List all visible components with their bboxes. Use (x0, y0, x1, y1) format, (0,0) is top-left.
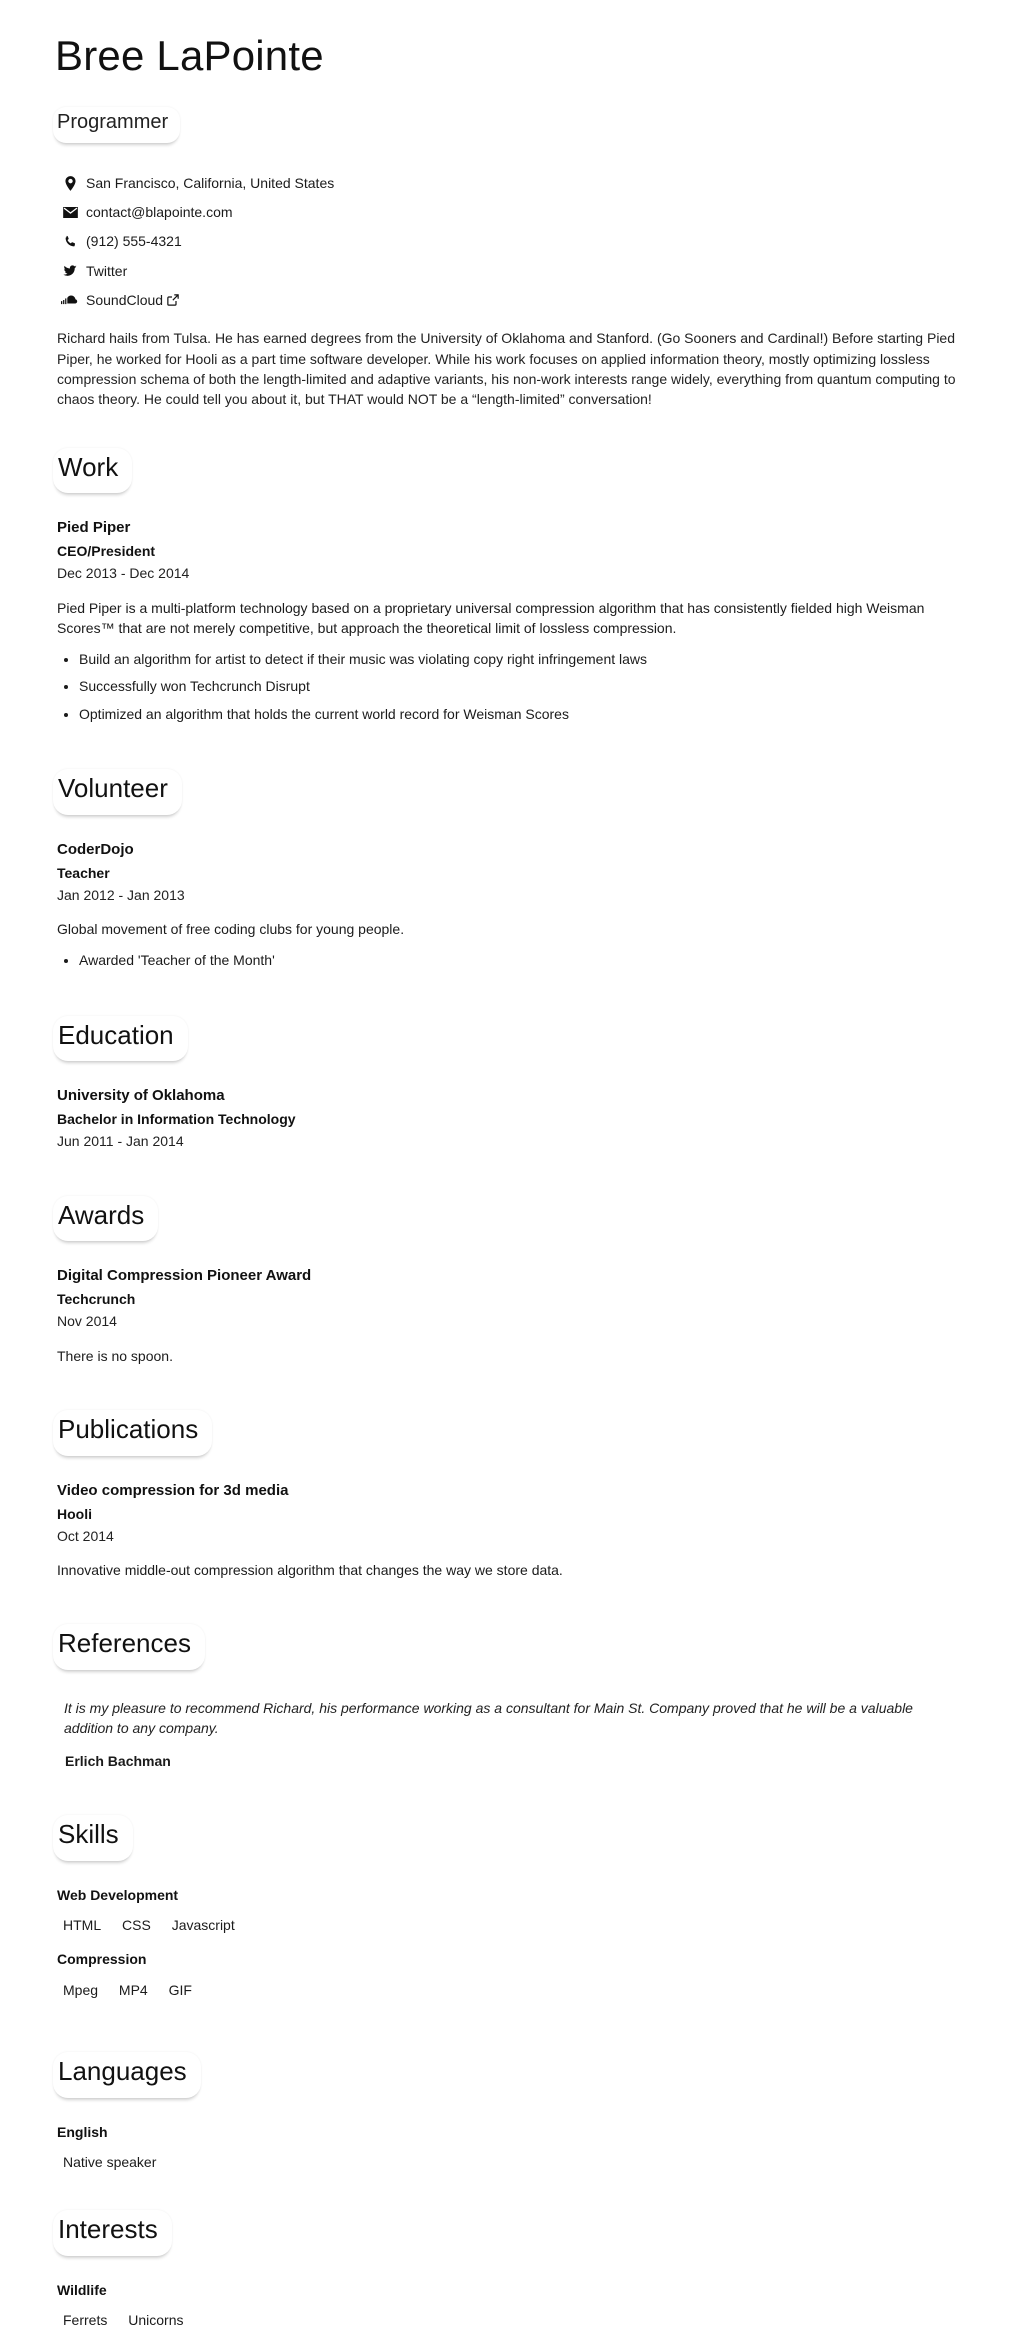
interest-keyword: Unicorns (128, 2312, 184, 2329)
publication-date: Oct 2014 (57, 1527, 114, 1544)
publication-title: Video compression for 3d media (57, 1481, 289, 1499)
award-title: Digital Compression Pioneer Award (57, 1267, 312, 1285)
skill-keyword: MP4 (118, 1981, 148, 1998)
section-education (57, 978, 967, 1152)
soundcloud-link[interactable]: SoundCloud (86, 292, 164, 309)
work-entry (57, 517, 967, 724)
section-publications (57, 1372, 967, 1580)
publication-summary: Innovative middle-out compression algorithm that changes the way we store data. (57, 1562, 563, 1579)
contact-soundcloud (61, 290, 967, 310)
skill-keyword: Javascript (171, 1916, 235, 1933)
contact-twitter (61, 261, 967, 281)
envelope-icon (61, 207, 79, 218)
work-heading: Work (53, 448, 132, 494)
education-heading: Education (53, 1016, 188, 1062)
skills-heading: Skills (53, 1815, 133, 1861)
volunteer-summary: Global movement of free coding clubs for young people. (57, 921, 405, 938)
award-entry (57, 1265, 967, 1366)
language-item (57, 2122, 967, 2173)
interest-keywords (63, 2310, 967, 2330)
publications-heading: Publications (53, 1410, 212, 1456)
contact-phone-text: (912) 555-4321 (86, 233, 182, 250)
contact-phone (61, 231, 967, 251)
external-link-icon (167, 294, 179, 306)
awards-heading: Awards (53, 1196, 158, 1242)
work-highlights (57, 649, 967, 724)
page-title: Bree LaPointe (55, 32, 324, 79)
education-dates: Jun 2011 - Jan 2014 (57, 1133, 184, 1150)
language-name: English (57, 2123, 108, 2140)
publication-publisher: Hooli (57, 1505, 92, 1522)
volunteer-entry (57, 839, 967, 971)
interests-heading: Interests (53, 2210, 172, 2256)
skill-group-name: Web Development (57, 1886, 179, 1903)
contact-email-text: contact@blapointe.com (86, 204, 233, 221)
interest-group (57, 2280, 967, 2330)
volunteer-organization: CoderDojo (57, 840, 134, 858)
resume-header (57, 26, 967, 410)
skill-keyword: GIF (168, 1981, 192, 1998)
award-awarder: Techcrunch (57, 1291, 136, 1308)
work-dates: Dec 2013 - Dec 2014 (57, 565, 190, 582)
twitter-link[interactable]: Twitter (86, 262, 128, 279)
work-highlight-item: • Build an algorithm for artist to detect if their music was violating copy right infringement laws (79, 649, 967, 669)
reference-entry (57, 1698, 967, 1771)
phone-icon (61, 235, 79, 248)
skill-keyword: Mpeg (63, 1981, 99, 1998)
skill-keyword: HTML (63, 1916, 102, 1933)
skill-keyword: CSS (122, 1916, 151, 1933)
work-highlight-item: • Optimized an algorithm that holds the current world record for Weisman Scores (79, 704, 967, 724)
volunteer-dates: Jan 2012 - Jan 2013 (57, 886, 185, 903)
education-institution: University of Oklahoma (57, 1087, 225, 1105)
interest-keyword: Ferrets (63, 2312, 108, 2329)
contact-location-text: San Francisco, California, United States (86, 174, 335, 191)
languages-heading: Languages (53, 2052, 201, 2098)
job-title-badge: Programmer (53, 107, 180, 143)
work-summary: Pied Piper is a multi-platform technology based on a proprietary universal compression algorithm that has consistently fielded high Weisman Scores™ that are not merely competitive, but approach the theoretical limit of lossless compression. (57, 599, 925, 636)
skill-keywords (63, 1980, 967, 2000)
section-skills (57, 1777, 967, 2000)
award-summary: There is no spoon. (57, 1347, 173, 1364)
education-entry (57, 1085, 967, 1151)
skill-group (57, 1949, 967, 2000)
volunteer-highlight-item: • Awarded 'Teacher of the Month' (79, 950, 967, 970)
section-references (57, 1586, 967, 1771)
soundcloud-icon (61, 295, 79, 306)
section-volunteer (57, 731, 967, 971)
language-fluency: Native speaker (63, 2153, 157, 2170)
education-degree: Bachelor in Information Technology (57, 1111, 296, 1128)
skill-group (57, 1885, 967, 1936)
volunteer-position: Teacher (57, 864, 110, 881)
award-date: Nov 2014 (57, 1313, 117, 1330)
twitter-icon (61, 265, 79, 277)
references-heading: References (53, 1624, 205, 1670)
work-company: Pied Piper (57, 519, 131, 537)
skill-group-name: Compression (57, 1951, 147, 1968)
reference-quote: It is my pleasure to recommend Richard, his performance working as a consultant for Main St. Company proved that he will be a valuable addition to any company. (64, 1700, 913, 1737)
section-interests (57, 2172, 967, 2330)
reference-name: Erlich Bachman (65, 1752, 171, 1769)
volunteer-heading: Volunteer (53, 769, 182, 815)
work-highlight-item: • Successfully won Techcrunch Disrupt (79, 676, 967, 696)
section-awards (57, 1158, 967, 1366)
interest-name: Wildlife (57, 2281, 107, 2298)
publication-entry (57, 1480, 967, 1581)
volunteer-highlights (57, 950, 967, 970)
location-pin-icon (61, 176, 79, 191)
section-work (57, 410, 967, 725)
contact-location (61, 173, 967, 193)
work-position: CEO/President (57, 543, 156, 559)
section-languages (57, 2014, 967, 2172)
contact-email (61, 202, 967, 222)
summary-text: Richard hails from Tulsa. He has earned degrees from the University of Oklahoma and Stanford. (Go Sooners and Cardinal!) Before starting Pied Piper, he worked for Hooli as a part time software developer. While his work focuses on applied information theory, mostly optimizing lossless compression schema of both the length-limited and adaptive variants, his non-work interests range widely, everything from quantum computing to chaos theory. He could tell you about it, but THAT would NOT be a “length-limited” conversation! (57, 330, 956, 408)
skill-keywords (63, 1915, 967, 1935)
contact-list (61, 173, 967, 310)
